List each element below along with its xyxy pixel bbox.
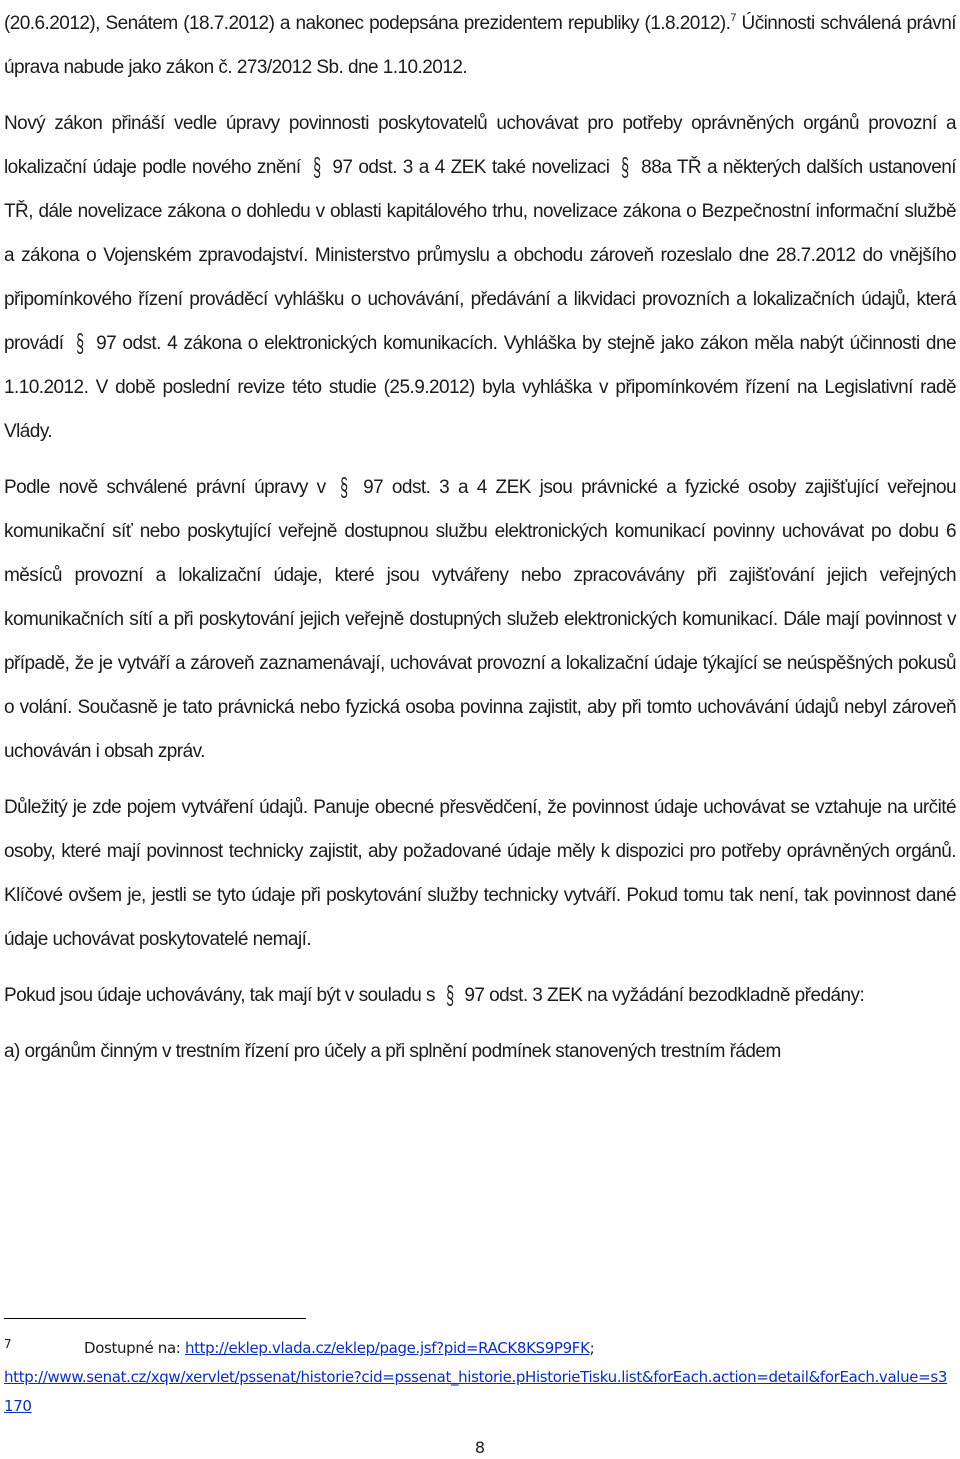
footnote-link-vlada[interactable]: http://eklep.vlada.cz/eklep/page.jsf?pid=RACK8KS9P9FK [184, 1339, 590, 1357]
document-page [4, 2, 956, 1074]
footnote-number: 7 [4, 1337, 12, 1351]
section-sign: § [340, 472, 349, 502]
section-sign: § [312, 152, 321, 182]
paragraph-new-law [4, 102, 956, 454]
section-sign: § [445, 980, 454, 1010]
page-number: 8 [474, 1438, 486, 1457]
paragraph-text: a) orgánům činným v trestním řízení pro účely a při splnění podmínek stanovených trestním řádem [4, 1041, 781, 1062]
paragraph-legislative-history [4, 2, 956, 90]
paragraph-text: 97 odst. 3 ZEK na vyžádání bezodkladně předány: [459, 985, 865, 1006]
paragraph-text: 97 odst. 3 a 4 ZEK také novelizaci [326, 157, 616, 178]
paragraph-text: 88a TŘ a některých dalších ustanovení TŘ, dále novelizace zákona o dohledu v oblasti kapitálového trhu, novelizace zákona o Bezpečnostní informační službě a zákona o Vojenském zpravodajství. Ministerstvo průmyslu a obchodu zároveň rozeslalo dne 28.7.2012 do vnějšího připomínkového řízení prováděcí vyhlášku o uchovávání, předávání a likvidaci provozních a lokalizačních údajů, která provádí [4, 157, 957, 354]
paragraph-text: Účinnosti schválená právní úprava nabude jako zákon č. 273/2012 Sb. dne 1.10.2012. [4, 13, 956, 78]
footnote-separator [4, 1318, 306, 1319]
paragraph-retention-duty [4, 466, 956, 774]
footnote-separator-text: ; [589, 1339, 595, 1357]
paragraph-text: 97 odst. 3 a 4 ZEK jsou právnické a fyzické osoby zajišťující veřejnou komunikační síť nebo poskytující veřejně dostupnou službu elektronických komunikací povinny uchovávat po dobu 6 měsíců provozní a lokalizační údaje, které jsou vytvářeny nebo zpracovávány při zajišťování jejich veřejných komunikačních sítí a při poskytování jejich veřejně dostupných služeb elektronických komunikací. Dále mají povinnost v případě, že je vytváří a zároveň zaznamenávají, uchovávat provozní a lokalizační údaje týkající se neúspěšných pokusů o volání. Současně je tato právnická nebo fyzická osoba povinna zajistit, aby při tomto uchovávání údajů nebyl zároveň uchováván i obsah zpráv. [4, 477, 956, 762]
paragraph-text: Podle nově schválené právní úpravy v [4, 477, 335, 498]
paragraph-data-creation [4, 786, 956, 962]
section-sign: § [621, 152, 630, 182]
paragraph-handover [4, 974, 956, 1018]
paragraph-text: Pokud jsou údaje uchovávány, tak mají být v souladu s [4, 985, 440, 1006]
footnote [4, 1330, 954, 1421]
footnote-label: Dostupné na: [84, 1339, 185, 1357]
paragraph-text: Nový zákon přináší vedle úpravy povinnosti poskytovatelů uchovávat pro potřeby oprávněných orgánů provozní a lokalizační údaje podle nového znění [4, 113, 956, 178]
paragraph-text: (20.6.2012), Senátem (18.7.2012) a nakonec podepsána prezidentem republiky (1.8.2012). [4, 13, 731, 34]
footnote-link-senat[interactable]: http://www.senat.cz/xqw/xervlet/pssenat/historie?cid=pssenat_historie.pHistorieTisku.list&forEach.action=detail&forEach.value=s3170 [4, 1368, 948, 1415]
paragraph-text: 97 odst. 4 zákona o elektronických komunikacích. Vyhláška by stejně jako zákon měla nabýt účinnosti dne 1.10.2012. V době poslední revize této studie (25.9.2012) byla vyhláška v připomínkovém řízení na Legislativní radě Vlády. [4, 333, 956, 442]
paragraph-text: Důležitý je zde pojem vytváření údajů. Panuje obecné přesvědčení, že povinnost údaje uchovávat se vztahuje na určité osoby, které mají povinnost technicky zajistit, aby požadované údaje měly k dispozici pro potřeby oprávněných orgánů. Klíčové ovšem je, jestli se tyto údaje při poskytování služby technicky vytváří. Pokud tomu tak není, tak povinnost dané údaje uchovávat poskytovatelé nemají. [4, 797, 956, 950]
list-item-a [4, 1030, 956, 1074]
section-sign: § [75, 328, 84, 358]
footnote-reference[interactable]: 7 [730, 12, 736, 24]
